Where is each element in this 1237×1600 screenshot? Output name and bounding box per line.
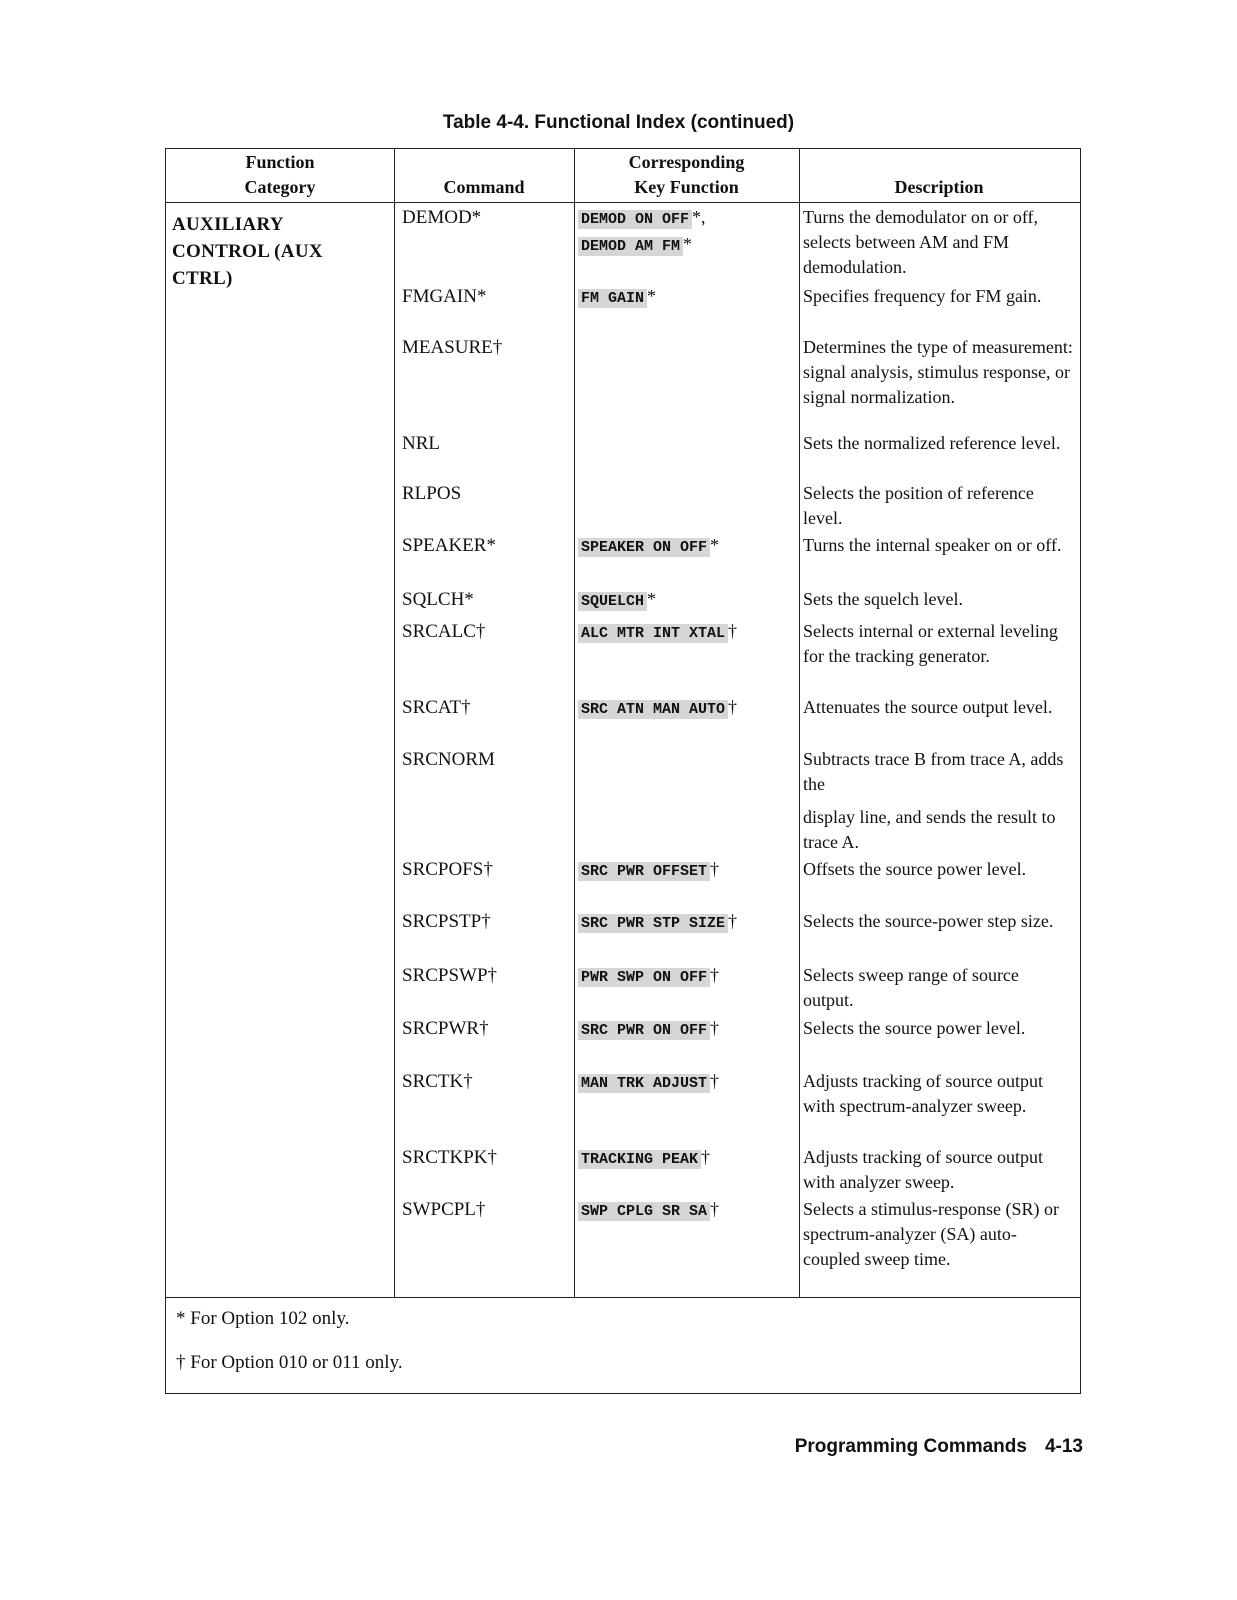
softkey-label	[578, 1197, 719, 1224]
softkey-name: PWR SWP ON OFF	[578, 968, 710, 987]
command-cell: SRCNORM	[402, 749, 495, 770]
softkey-label	[578, 587, 656, 614]
option-mark: *,	[692, 207, 706, 227]
command-cell: SRCAT†	[402, 697, 471, 718]
description-text: Selects the source-power step size.	[803, 911, 1054, 931]
header-key-line2: Key Function	[634, 177, 739, 197]
key-function-cell	[578, 587, 656, 614]
softkey-label	[578, 857, 719, 884]
softkey-name: SWP CPLG SR SA	[578, 1202, 710, 1221]
description-cell	[803, 909, 1073, 934]
command-cell: FMGAIN*	[402, 286, 487, 307]
description-cell	[803, 695, 1073, 720]
softkey-name: SQUELCH	[578, 592, 647, 611]
option-mark: *	[647, 286, 657, 306]
header-description-label: Description	[894, 177, 984, 197]
key-function-cell	[578, 963, 719, 990]
footnote-option-010-011: † For Option 010 or 011 only.	[176, 1352, 403, 1373]
header-key-function	[574, 149, 799, 203]
command-cell: SRCTK†	[402, 1071, 473, 1092]
command-cell: SRCPOFS†	[402, 859, 493, 880]
softkey-label	[578, 1069, 719, 1096]
command-cell: SWPCPL†	[402, 1199, 486, 1220]
description-text: Selects a stimulus-response (SR) or spectrum-analyzer (SA) auto-coupled sweep time.	[803, 1199, 1059, 1269]
header-command-label: Command	[443, 177, 525, 197]
softkey-label	[578, 284, 656, 311]
softkey-label	[578, 909, 737, 936]
option-mark: †	[710, 1018, 720, 1038]
option-mark: *	[710, 535, 720, 555]
category-line: CONTROL (AUX	[172, 241, 323, 262]
description-text: Determines the type of measurement: signal analysis, stimulus response, or signal normalization.	[803, 337, 1073, 407]
softkey-label	[578, 1145, 710, 1172]
softkey-label	[578, 695, 737, 722]
key-function-cell	[578, 205, 706, 259]
softkey-name: DEMOD AM FM	[578, 237, 683, 256]
category-line: CTRL)	[172, 268, 233, 289]
description-text: Adjusts tracking of source output with spectrum-analyzer sweep.	[803, 1071, 1043, 1116]
option-mark: †	[710, 1199, 720, 1219]
softkey-label	[578, 1016, 719, 1043]
description-cell	[803, 1069, 1073, 1119]
table-header-row	[166, 149, 1080, 203]
description-cell	[803, 284, 1073, 309]
header-function-category	[166, 149, 394, 203]
option-mark: †	[728, 911, 738, 931]
description-text: Sets the squelch level.	[803, 589, 963, 609]
footer-section-title: Programming Commands	[794, 1436, 1027, 1457]
description-text: Selects sweep range of source output.	[803, 965, 1019, 1010]
description-cell	[803, 1145, 1073, 1195]
description-text: Offsets the source power level.	[803, 859, 1027, 879]
option-mark: †	[710, 1071, 720, 1091]
key-function-cell	[578, 619, 737, 646]
page-number: 4-13	[1044, 1436, 1083, 1457]
softkey-label	[578, 619, 737, 646]
footnotes	[166, 1297, 1080, 1395]
key-function-cell	[578, 1069, 719, 1096]
description-text: Attenuates the source output level.	[803, 697, 1053, 717]
header-key-line1: Corresponding	[628, 152, 745, 172]
softkey-name: SRC PWR STP SIZE	[578, 914, 728, 933]
option-mark: †	[728, 621, 738, 641]
description-cell	[803, 587, 1073, 612]
softkey-name: TRACKING PEAK	[578, 1150, 701, 1169]
command-cell: SRCPSTP†	[402, 911, 491, 932]
description-text-continued: display line, and sends the result to trace A.	[803, 807, 1056, 852]
key-function-cell	[578, 695, 737, 722]
key-function-cell	[578, 533, 719, 560]
softkey-name: SRC PWR OFFSET	[578, 862, 710, 881]
option-mark: †	[710, 965, 720, 985]
description-text: Adjusts tracking of source output with analyzer sweep.	[803, 1147, 1043, 1192]
column-divider-1	[394, 149, 395, 1297]
command-cell: SRCALC†	[402, 621, 486, 642]
command-cell: RLPOS	[402, 483, 462, 504]
description-cell	[803, 1197, 1073, 1272]
description-text: Turns the internal speaker on or off.	[803, 535, 1062, 555]
softkey-name: SRC PWR ON OFF	[578, 1021, 710, 1040]
header-category-line1: Function	[245, 152, 315, 172]
description-cell	[803, 335, 1073, 410]
command-cell: NRL	[402, 433, 440, 454]
description-cell	[803, 857, 1073, 882]
key-function-cell	[578, 1197, 719, 1224]
description-text: Turns the demodulator on or off, selects between AM and FM demodulation.	[803, 207, 1038, 277]
table-caption: Table 4-4. Functional Index (continued)	[442, 112, 795, 133]
description-cell	[803, 963, 1073, 1013]
command-cell: SRCTKPK†	[402, 1147, 498, 1168]
description-text: Specifies frequency for FM gain.	[803, 286, 1042, 306]
key-function-cell	[578, 1016, 719, 1043]
function-category-cell	[172, 211, 323, 292]
description-cell	[803, 747, 1073, 855]
key-function-cell	[578, 1145, 710, 1172]
description-cell	[803, 431, 1073, 456]
option-mark: *	[647, 589, 657, 609]
key-function-cell	[578, 284, 656, 311]
option-mark: *	[683, 234, 693, 254]
key-function-cell	[578, 909, 737, 936]
page-footer	[795, 1436, 1083, 1458]
softkey-label	[578, 963, 719, 990]
softkey-name: MAN TRK ADJUST	[578, 1074, 710, 1093]
category-line: AUXILIARY	[172, 214, 284, 235]
softkey-label	[578, 205, 706, 232]
option-mark: †	[701, 1147, 711, 1167]
description-text: Selects the position of reference level.	[803, 483, 1034, 528]
command-cell: SRCPSWP†	[402, 965, 498, 986]
description-text: Selects internal or external leveling for the tracking generator.	[803, 621, 1058, 666]
option-mark: †	[710, 859, 720, 879]
softkey-name: SRC ATN MAN AUTO	[578, 700, 728, 719]
header-command	[394, 149, 574, 203]
command-cell: DEMOD*	[402, 207, 482, 228]
key-function-cell	[578, 857, 719, 884]
column-divider-3	[799, 149, 800, 1297]
header-category-line2: Category	[244, 177, 316, 197]
softkey-name: DEMOD ON OFF	[578, 210, 692, 229]
description-cell	[803, 619, 1073, 669]
softkey-label	[578, 232, 706, 259]
softkey-name: ALC MTR INT XTAL	[578, 624, 728, 643]
description-text: Sets the normalized reference level.	[803, 433, 1061, 453]
description-cell	[803, 205, 1073, 280]
option-mark: †	[728, 697, 738, 717]
softkey-name: FM GAIN	[578, 289, 647, 308]
description-cell	[803, 481, 1073, 531]
softkey-label	[578, 533, 719, 560]
description-text: Subtracts trace B from trace A, adds the	[803, 749, 1064, 794]
header-description	[799, 149, 1079, 203]
command-cell: SRCPWR†	[402, 1018, 489, 1039]
description-cell	[803, 533, 1073, 558]
description-text: Selects the source power level.	[803, 1018, 1026, 1038]
footnote-option-102: * For Option 102 only.	[176, 1308, 350, 1329]
command-cell: MEASURE†	[402, 337, 503, 358]
description-cell	[803, 1016, 1073, 1041]
functional-index-table	[165, 148, 1081, 1394]
column-divider-2	[574, 149, 575, 1297]
command-cell: SPEAKER*	[402, 535, 496, 556]
command-cell: SQLCH*	[402, 589, 474, 610]
softkey-name: SPEAKER ON OFF	[578, 538, 710, 557]
